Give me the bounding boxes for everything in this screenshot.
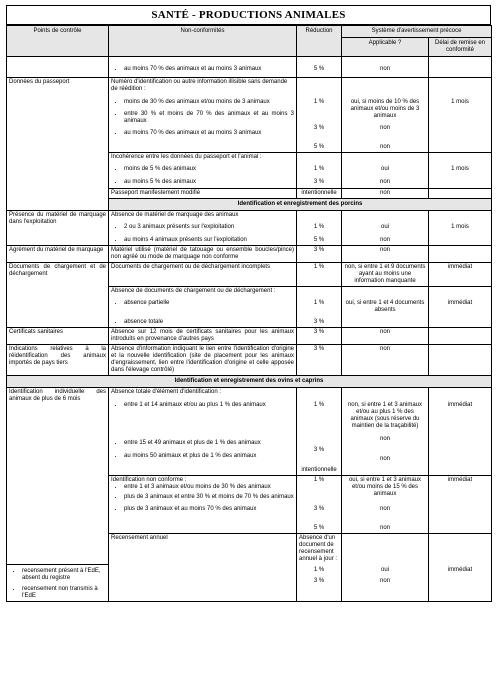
reduction-value: 1 % [297, 263, 342, 287]
header-systeme: Système d'avertissement précoce [342, 26, 492, 38]
applicable-value: non [379, 237, 390, 243]
applicable-value: non [379, 436, 390, 442]
delai-value: 1 mois [451, 166, 469, 172]
reduction-value: 3 % [297, 345, 342, 376]
reduction-value: 1 % [313, 567, 325, 573]
header-applicable: Applicable ? [342, 38, 429, 57]
applicable-value: oui [380, 224, 389, 230]
reduction-value: 3 % [313, 578, 325, 584]
applicable-value: non [342, 246, 429, 263]
point-indications: Indications relatives à la réidentification des animaux importés de pays tiers [7, 345, 109, 376]
list-item: • entre 30 % et moins de 70 % des animaux et au moins 3 animaux [124, 111, 294, 125]
applicable-value: non, si entre 1 et 3 animaux et/ou au plus 1 % des animaux (sous réserve du maintien de la traçabilité) [347, 402, 423, 429]
nonconf-intro: Absence totale d'élément d'identification : [109, 388, 297, 398]
list-item: • absence totale [124, 319, 294, 326]
point-recensement: Recensement annuel [109, 534, 297, 602]
applicable-value: non [342, 189, 429, 199]
list-item: • plus de 3 animaux et entre 30 % et moins de 70 % des animaux [124, 494, 294, 501]
list-item: • plus de 3 animaux et au moins 70 % des animaux [124, 506, 294, 513]
point-identification: Identification individuelle des animaux de plus de 6 mois [7, 388, 109, 565]
list-item: • recensement présent à l'EdE, absent du registre [22, 568, 106, 582]
point-presence: Présence du matériel de marquage dans l'exploitation [7, 211, 109, 246]
nonconf-intro: Absence de documents de chargement ou de déchargement : [109, 287, 297, 297]
document-page [6, 5, 491, 602]
delai-value: immédiat [429, 263, 492, 287]
header-points: Points de contrôle [7, 26, 109, 57]
reduction-value: 3 % [297, 246, 342, 263]
delai-value: immédiat [447, 567, 473, 573]
delai-value: immédiat [447, 477, 473, 483]
delai-value: immédiat [447, 300, 473, 306]
applicable-value: oui [380, 166, 389, 172]
nonconf-text: Documents de chargement ou de déchargement incomplets [109, 263, 297, 287]
nonconf-intro: Incohérence entre les données du passeport et l'animal : [109, 153, 297, 163]
reduction-value: 1 % [313, 166, 325, 172]
reduction-value: 3 % [313, 319, 325, 325]
list-item: • moins de 30 % des animaux et/ou moins de 3 animaux [124, 99, 294, 106]
list-item: • recensement non transmis à l'EdE [22, 586, 106, 600]
reduction-value: intentionnelle [301, 467, 337, 473]
applicable-value: non [342, 328, 429, 345]
reduction-value: 1 % [313, 300, 325, 306]
nonconf-intro: Absence d'un document de recensement annuel à jour : [297, 534, 342, 565]
header-nonconf: Non-conformités [109, 26, 297, 57]
reduction-value: 5 % [313, 144, 325, 150]
header-delai: Délai de remise en conformité [429, 38, 492, 57]
delai-value: 1 mois [451, 99, 469, 105]
section-row [7, 376, 492, 388]
list-item: • 2 ou 3 animaux présents sur l'exploitation [124, 224, 294, 231]
list-item: • au moins 50 animaux et plus de 1 % des animaux [124, 453, 294, 460]
point-documents: Documents de chargement et de déchargement [7, 263, 109, 328]
reduction-value: 1 % [313, 99, 325, 105]
table-row [7, 57, 492, 78]
applicable-value: oui [380, 567, 389, 573]
reduction-value: 3 % [313, 447, 325, 453]
reduction-value: 1 % [313, 477, 325, 483]
reduction-value: 5 % [313, 66, 325, 72]
applicable-value: non [379, 506, 390, 512]
point-agrement: Agrément du matériel de marquage [7, 246, 109, 263]
reduction-value: 5 % [313, 525, 325, 531]
nonconf-text: Absence sur 12 mois de certificats sanitaires pour les animaux introduits en provenance d'autres pays [109, 328, 297, 345]
nonconf-intro: Numéro d'identification ou autre information illisible sans demande de réédition : [109, 78, 297, 95]
table-row [7, 246, 492, 263]
delai-value: 1 mois [451, 224, 469, 230]
table-row [7, 263, 492, 287]
reduction-value: 1 % [313, 402, 325, 408]
nonconf-text: Absence d'information indiquant le lien entre l'identification d'origine et la nouvelle identification (site de placement pour les animaux d'engraissement, lien entre l'identification d'origine et celle apposée dans l'élevage contrôlé) [109, 345, 297, 376]
table-row [7, 211, 492, 221]
list-item: • au moins 4 animaux présents sur l'exploitation [124, 237, 294, 244]
reduction-value: 5 % [313, 237, 325, 243]
point-passeport: Données du passeport [7, 78, 109, 211]
applicable-value: oui, si entre 1 et 3 animaux et/ou moins de 15 % des animaux [348, 477, 422, 497]
list-item: • entre 1 et 14 animaux et/ou au plus 1 % des animaux [124, 402, 294, 409]
list-item: • au moins 70 % des animaux et au moins 3 animaux [124, 130, 294, 137]
section-title: Identification et enregistrement des porcins [109, 199, 492, 211]
list-item: • entre 15 et 49 animaux et plus de 1 % des animaux [124, 440, 294, 447]
nonconf-intro: Absence de matériel de marquage des animaux [109, 211, 297, 221]
reduction-value: 3 % [313, 125, 325, 131]
applicable-value: non, si entre 1 et 9 documents ayant au moins une information manquante [342, 263, 429, 287]
reduction-value: 3 % [313, 179, 325, 185]
nonconf-text: Passeport manifestement modifié [109, 189, 297, 199]
applicable-value: non [379, 66, 390, 72]
table-row [7, 328, 492, 345]
point-certificats: Certificats sanitaires [7, 328, 109, 345]
list-item: • entre 1 et 3 animaux et/ou moins de 30 % des animaux [124, 484, 294, 491]
control-table [6, 25, 492, 602]
delai-value: immédiat [447, 402, 473, 408]
applicable-value: non [379, 179, 390, 185]
section-title: Identification et enregistrement des ovins et caprins [7, 376, 492, 388]
applicable-value: oui, si entre 1 et 4 documents absents [345, 300, 425, 313]
list-item: • absence partielle [124, 300, 294, 307]
applicable-value: non [379, 456, 390, 462]
nonconf-intro: Identification non conforme : [111, 477, 187, 483]
applicable-value: non [379, 125, 390, 131]
reduction-value: 3 % [297, 328, 342, 345]
table-row [7, 388, 492, 398]
applicable-value: non [342, 345, 429, 376]
reduction-value: 1 % [313, 224, 325, 230]
table-row [7, 345, 492, 376]
list-item: • moins de 5 % des animaux [124, 166, 294, 173]
page-title: SANTÉ - PRODUCTIONS ANIMALES [6, 5, 491, 25]
list-item: • au moins 5 % des animaux [124, 179, 294, 186]
applicable-value: non [379, 525, 390, 531]
applicable-value: non [379, 144, 390, 150]
reduction-value: 3 % [313, 506, 325, 512]
applicable-value: oui, si moins de 10 % des animaux et/ou moins de 3 animaux [350, 99, 420, 119]
applicable-value: non [379, 578, 390, 584]
reduction-value: intentionnelle [297, 189, 342, 199]
header-reduction: Réduction [297, 26, 342, 57]
list-item: • au moins 70 % des animaux et au moins 3 animaux [124, 66, 294, 73]
nonconf-text: Matériel utilisé (matériel de tatouage ou ensemble boucles/pince) non agréé ou mode de marquage non conforme [109, 246, 297, 263]
header-row [7, 26, 492, 38]
table-row [7, 78, 492, 95]
